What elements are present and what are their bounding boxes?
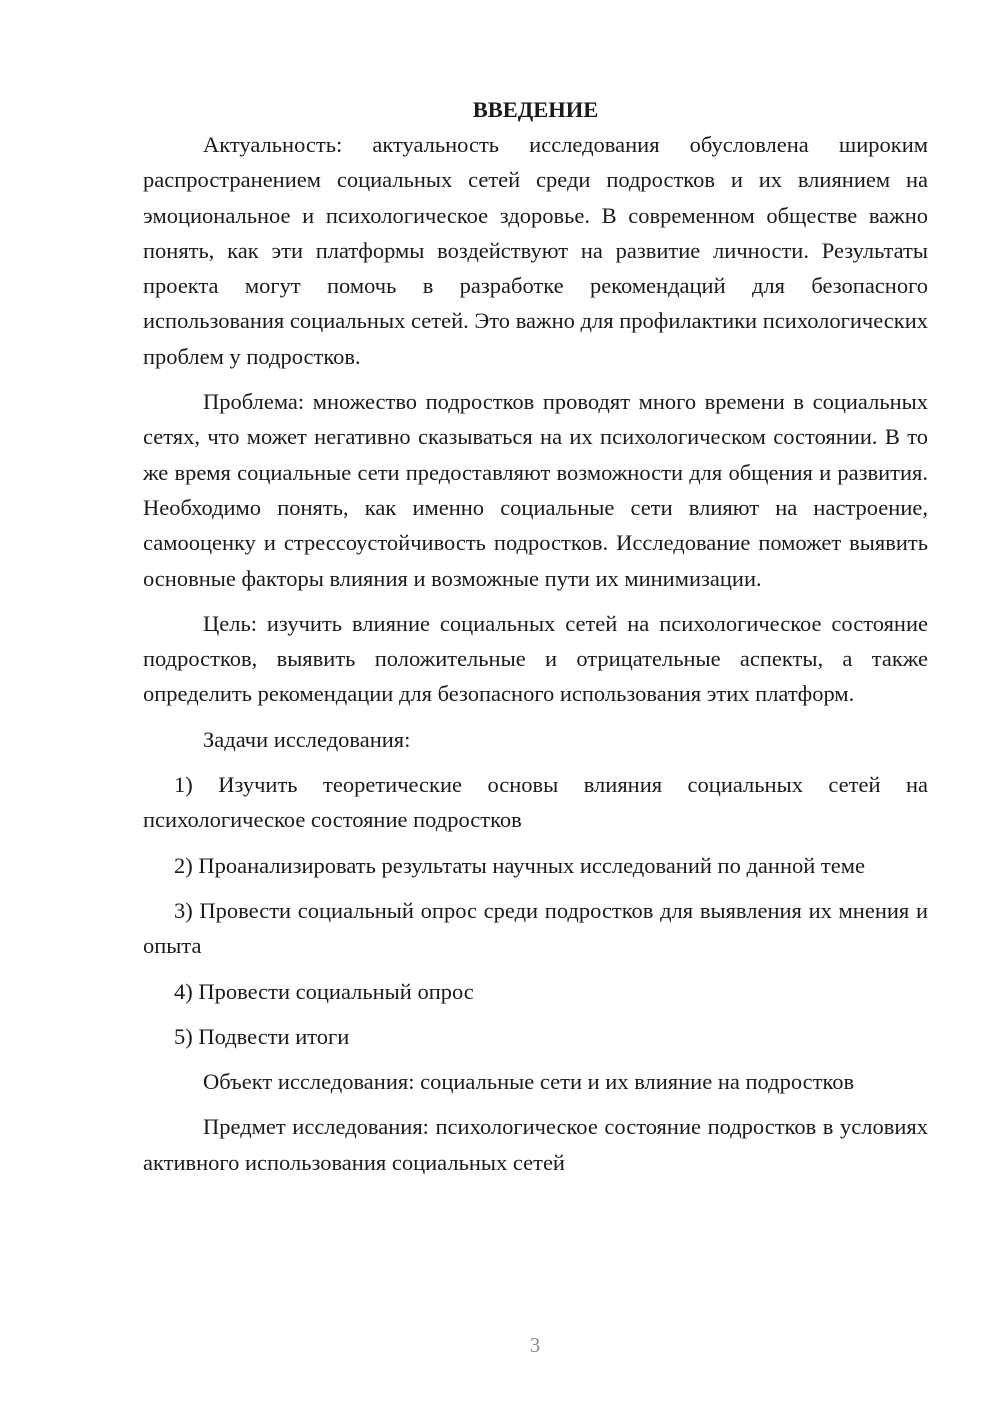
problem-paragraph: Проблема: множество подростков проводят много времени в социальных сетях, что может негативно сказываться на их психологическом состоянии. В то же время социальные сети предоставляют возможности для общения и развития. Необходимо понять, как именно социальные сети влияют на настроение, самооценку и стрессоустойчивость подростков. Исследование поможет выявить основные факторы влияния и возможные пути их минимизации. (143, 389, 928, 591)
tasks-heading: Задачи исследования: (203, 726, 411, 752)
object-paragraph: Объект исследования: социальные сети и их влияние на подростков (203, 1069, 855, 1095)
relevance-paragraph: Актуальность: актуальность исследования обусловлена широким распространением социальных сетей среди подростков и их влиянием на эмоциональное и психологическое здоровье. В современном обществе важно понять, как эти платформы воздействуют на развитие личности. Результаты проекта могут помочь в разработке рекомендаций для безопасного использования социальных сетей. Это важно для профилактики психологических проблем у подростков. (143, 132, 928, 369)
page-number: 3 (529, 1333, 541, 1357)
goal-paragraph: Цель: изучить влияние социальных сетей на психологическое состояние подростков, выявить положительные и отрицательные аспекты, а также определить рекомендации для безопасного использования этих платформ. (143, 610, 928, 707)
section-title: ВВЕДЕНИЕ (472, 97, 599, 122)
subject-paragraph: Предмет исследования: психологическое состояние подростков в условиях активного использования социальных сетей (143, 1114, 928, 1175)
task-item-2: 2) Проанализировать результаты научных исследований по данной теме (174, 852, 865, 878)
task-item-3: 3) Провести социальный опрос среди подростков для выявления их мнения и опыта (143, 897, 928, 959)
task-item-4: 4) Провести социальный опрос (174, 978, 474, 1004)
task-item-5: 5) Подвести итоги (174, 1023, 350, 1049)
document-page (143, 92, 928, 1180)
task-item-1: 1) Изучить теоретические основы влияния социальных сетей на психологическое состояние подростков (143, 772, 928, 833)
